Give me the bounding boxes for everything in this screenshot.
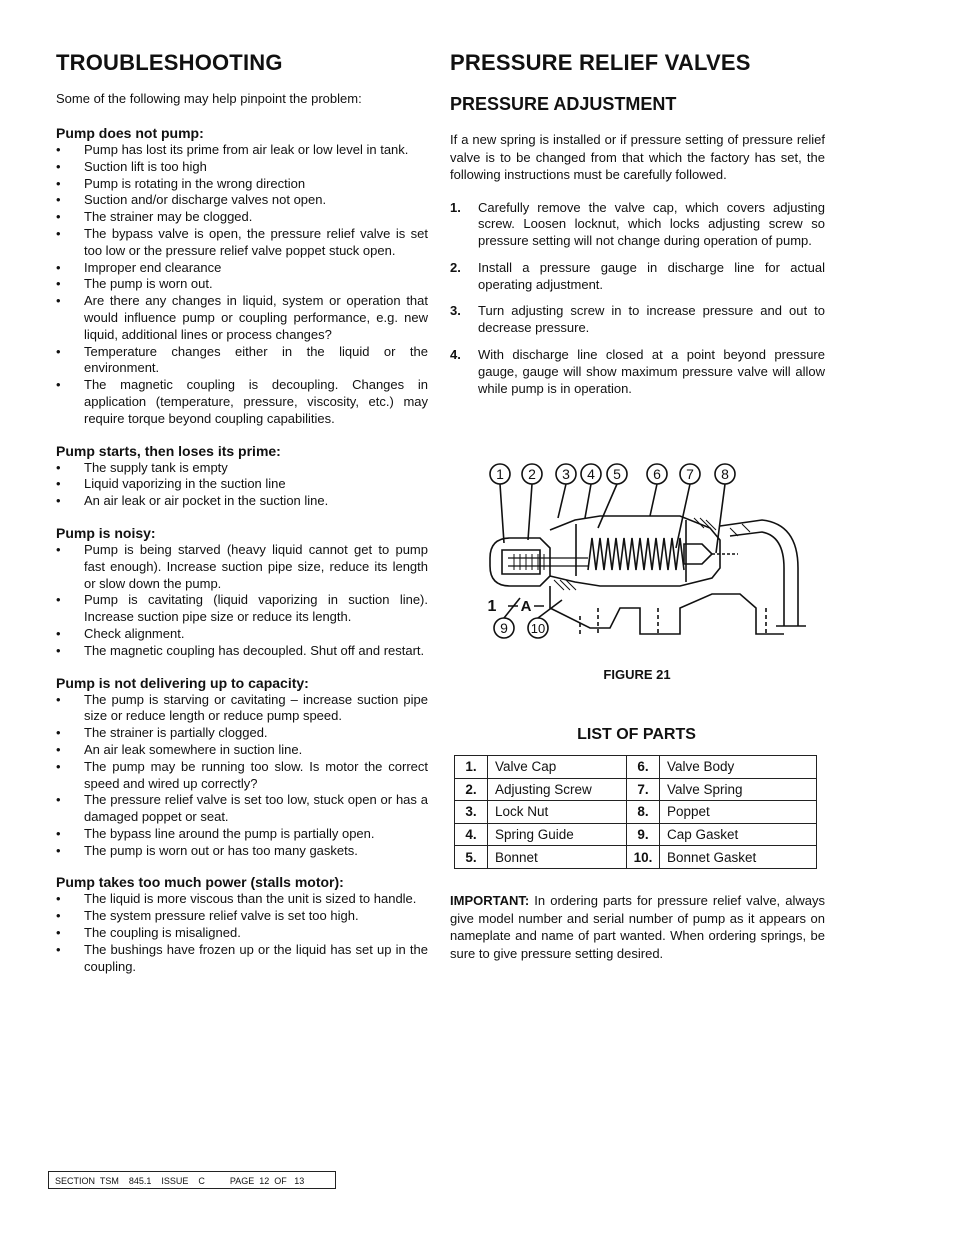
part-number: 1. <box>455 756 488 779</box>
part-name: Bonnet Gasket <box>660 846 817 869</box>
trouble-heading: Pump takes too much power (stalls motor): <box>56 874 344 891</box>
svg-text:10: 10 <box>530 621 546 636</box>
trouble-item: • The system pressure relief valve is set too high. <box>56 908 428 925</box>
trouble-item: • An air leak somewhere in suction line. <box>56 742 428 759</box>
pressure-adjustment-heading: PRESSURE ADJUSTMENT <box>450 94 677 114</box>
page-footer: SECTION TSM 845.1 ISSUE C PAGE 12 OF 13 <box>48 1171 336 1189</box>
adjustment-step <box>450 200 825 250</box>
part-name: Valve Cap <box>488 756 627 779</box>
step-text: Install a pressure gauge in discharge line for actual operating adjustment. <box>478 259 825 292</box>
trouble-section <box>56 443 428 510</box>
trouble-item: • Are there any changes in liquid, system or operation that would influence pump or coupling performance, e.g. new liquid, additional lines or process changes? <box>56 293 428 343</box>
relief-valve-diagram <box>480 458 810 648</box>
svg-text:7: 7 <box>686 466 694 482</box>
trouble-item: • Check alignment. <box>56 626 428 643</box>
parts-list-title: LIST OF PARTS <box>577 726 696 743</box>
step-number: 1. <box>450 199 461 215</box>
svg-text:2: 2 <box>528 466 536 482</box>
troubleshooting-sections <box>56 125 428 975</box>
parts-row <box>455 778 817 801</box>
trouble-item: • Suction lift is too high <box>56 159 428 176</box>
trouble-item: • The supply tank is empty <box>56 460 428 477</box>
part-name: Valve Spring <box>660 778 817 801</box>
trouble-list <box>56 142 428 428</box>
trouble-item: • Liquid vaporizing in the suction line <box>56 476 428 493</box>
troubleshooting-intro: Some of the following may help pinpoint the problem: <box>56 91 362 106</box>
pressure-adjustment-intro: If a new spring is installed or if pressure setting of pressure relief valve is to be changed from that which the factory has set, the following instructions must be carefully followed. <box>450 132 825 182</box>
trouble-item: • The magnetic coupling is decoupling. Changes in application (temperature, pressure, viscosity, etc.) may require torque beyond coupling capabilities. <box>56 377 428 427</box>
svg-text:6: 6 <box>653 466 661 482</box>
trouble-section <box>56 525 428 660</box>
trouble-item: • Pump is rotating in the wrong direction <box>56 176 428 193</box>
part-name: Bonnet <box>488 846 627 869</box>
svg-text:4: 4 <box>587 466 595 482</box>
part-name: Valve Body <box>660 756 817 779</box>
adjustment-step <box>450 260 825 294</box>
important-note <box>450 892 825 962</box>
relief-valve-title: PRESSURE RELIEF VALVES <box>450 50 751 75</box>
trouble-item: • Pump is being starved (heavy liquid cannot get to pump fast enough). Increase suction pipe size, reduce its length or slow down the pump. <box>56 542 428 592</box>
svg-text:9: 9 <box>500 620 508 636</box>
parts-row <box>455 801 817 824</box>
part-number: 9. <box>627 823 660 846</box>
trouble-list <box>56 542 428 660</box>
important-text: In ordering parts for pressure relief valve, always give model number and serial number of pump as it appears on nameplate and name of part wanted. When ordering springs, be sure to give pressure setting desired. <box>450 893 825 961</box>
part-number: 6. <box>627 756 660 779</box>
svg-text:5: 5 <box>613 466 621 482</box>
trouble-item: • The pump is worn out. <box>56 276 428 293</box>
part-number: 3. <box>455 801 488 824</box>
trouble-heading: Pump is noisy: <box>56 524 156 541</box>
svg-text:8: 8 <box>721 466 729 482</box>
troubleshooting-column <box>56 50 428 990</box>
trouble-item: • Temperature changes either in the liquid or the environment. <box>56 344 428 378</box>
trouble-item: • Suction and/or discharge valves not open. <box>56 192 428 209</box>
trouble-item: • The pump may be running too slow. Is motor the correct speed and wired up correctly? <box>56 759 428 793</box>
trouble-section <box>56 874 428 975</box>
part-name: Cap Gasket <box>660 823 817 846</box>
svg-text:1: 1 <box>496 466 504 482</box>
trouble-item: • An air leak or air pocket in the suction line. <box>56 493 428 510</box>
part-name: Adjusting Screw <box>488 778 627 801</box>
trouble-item: • The bushings have frozen up or the liquid has set up in the coupling. <box>56 942 428 976</box>
trouble-item: • The bypass valve is open, the pressure relief valve is set too low or the pressure relief valve poppet stuck open. <box>56 226 428 260</box>
part-name: Lock Nut <box>488 801 627 824</box>
part-number: 4. <box>455 823 488 846</box>
trouble-list <box>56 891 428 975</box>
part-number: 2. <box>455 778 488 801</box>
step-text: Turn adjusting screw in to increase pressure and out to decrease pressure. <box>478 303 825 336</box>
trouble-item: • The bypass line around the pump is partially open. <box>56 826 428 843</box>
part-number: 8. <box>627 801 660 824</box>
parts-row <box>455 846 817 869</box>
step-number: 2. <box>450 259 461 275</box>
trouble-section <box>56 125 428 428</box>
part-name: Poppet <box>660 801 817 824</box>
step-text: Carefully remove the valve cap, which covers adjusting screw. Loosen locknut, which locks adjusting screw so pressure setting will not change during operation of pump. <box>478 199 825 249</box>
troubleshooting-title: TROUBLESHOOTING <box>56 50 283 75</box>
important-label: IMPORTANT: <box>450 893 530 908</box>
adjustment-step <box>450 347 825 397</box>
trouble-item: • Pump has lost its prime from air leak or low level in tank. <box>56 142 428 159</box>
trouble-section <box>56 675 428 860</box>
trouble-item: • The strainer may be clogged. <box>56 209 428 226</box>
step-number: 4. <box>450 347 461 363</box>
relief-valve-column <box>450 50 825 407</box>
figure-caption: FIGURE 21 <box>603 667 671 682</box>
trouble-item: • The pump is worn out or has too many gaskets. <box>56 843 428 860</box>
trouble-item: • The magnetic coupling has decoupled. Shut off and restart. <box>56 643 428 660</box>
step-number: 3. <box>450 303 461 319</box>
step-text: With discharge line closed at a point beyond pressure gauge, gauge will show maximum pressure valve will allow while pump is in operation. <box>478 347 825 396</box>
adjustment-step <box>450 303 825 337</box>
trouble-item: • The liquid is more viscous than the unit is sized to handle. <box>56 891 428 908</box>
trouble-item: • The strainer is partially clogged. <box>56 725 428 742</box>
trouble-item: • The pump is starving or cavitating – increase suction pipe size or reduce length or reduce pump speed. <box>56 692 428 726</box>
trouble-item: • The coupling is misaligned. <box>56 925 428 942</box>
adjustment-steps <box>450 200 825 398</box>
trouble-item: • Pump is cavitating (liquid vaporizing in suction line). Increase suction pipe size or reduce its length. <box>56 592 428 626</box>
svg-text:3: 3 <box>562 466 570 482</box>
part-number: 10. <box>627 846 660 869</box>
part-number: 5. <box>455 846 488 869</box>
part-name: Spring Guide <box>488 823 627 846</box>
svg-text:A: A <box>520 598 532 615</box>
svg-text:1: 1 <box>487 598 497 615</box>
parts-table <box>454 755 817 869</box>
trouble-heading: Pump starts, then loses its prime: <box>56 442 281 459</box>
part-number: 7. <box>627 778 660 801</box>
trouble-list <box>56 460 428 510</box>
trouble-list <box>56 692 428 860</box>
parts-row <box>455 823 817 846</box>
relief-valve-drawing <box>480 458 810 648</box>
trouble-heading: Pump does not pump: <box>56 125 204 141</box>
trouble-heading: Pump is not delivering up to capacity: <box>56 674 309 691</box>
parts-row <box>455 756 817 779</box>
trouble-item: • The pressure relief valve is set too low, stuck open or has a damaged poppet or seat. <box>56 792 428 826</box>
trouble-item: • Improper end clearance <box>56 260 428 277</box>
